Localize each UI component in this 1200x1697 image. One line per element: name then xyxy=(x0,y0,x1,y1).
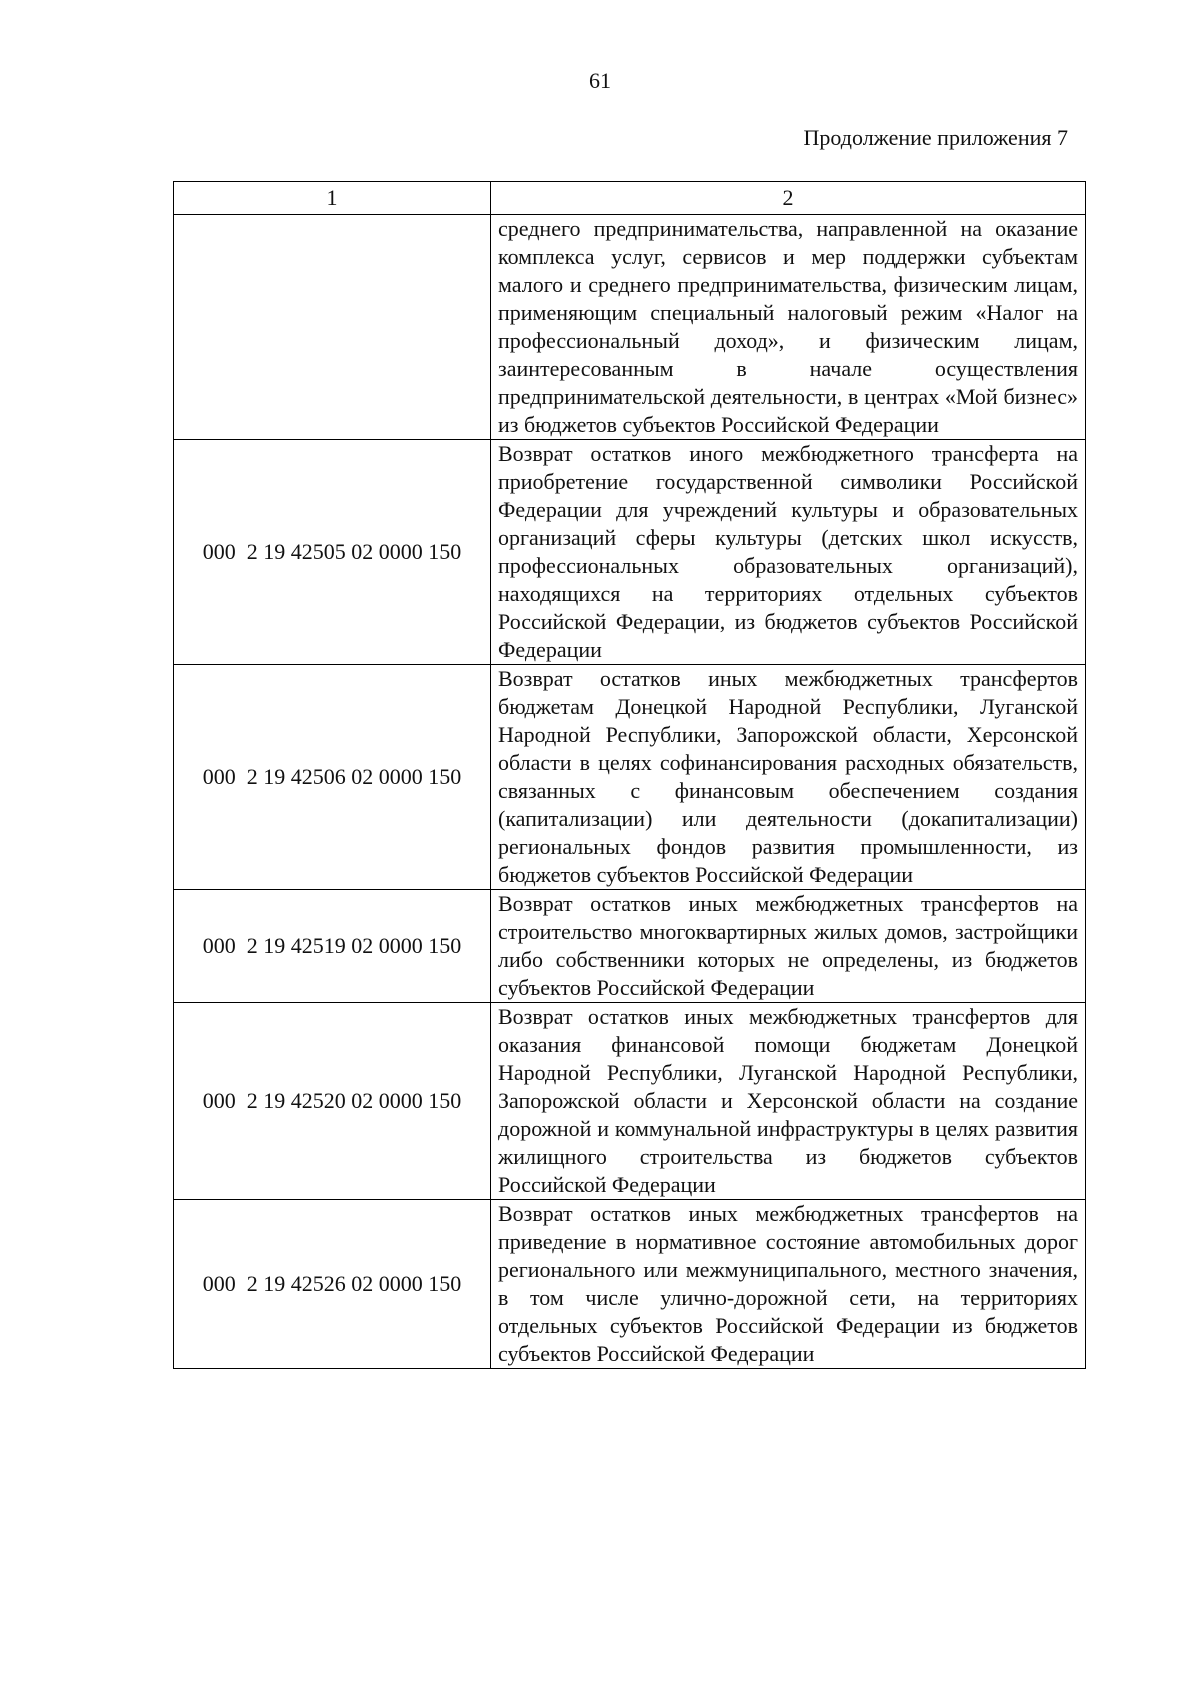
table-row xyxy=(174,215,1086,440)
column-header-1: 1 xyxy=(174,182,491,215)
table-row xyxy=(174,1200,1086,1369)
budget-code-cell: 000 2 19 42519 02 0000 150 xyxy=(174,890,491,1003)
column-header-2: 2 xyxy=(491,182,1086,215)
description-cell: Возврат остатков иных межбюджетных трансфертов для оказания финансовой помощи бюджетам Донецкой Народной Республики, Луганской Народной Республики, Запорожской области и Херсонской области на создание дорожной и коммунальной инфраструктуры в целях развития жилищного строительства из бюджетов субъектов Российской Федерации xyxy=(491,1003,1086,1200)
table-row xyxy=(174,1003,1086,1200)
table-row xyxy=(174,890,1086,1003)
table-row xyxy=(174,440,1086,665)
budget-code-cell: 000 2 19 42526 02 0000 150 xyxy=(174,1200,491,1369)
description-cell: Возврат остатков иных межбюджетных трансфертов на приведение в нормативное состояние автомобильных дорог регионального или межмуниципального, местного значения, в том числе улично-дорожной сети, на территориях отдельных субъектов Российской Федерации из бюджетов субъектов Российской Федерации xyxy=(491,1200,1086,1369)
table-row xyxy=(174,665,1086,890)
description-cell: Возврат остатков иного межбюджетного трансферта на приобретение государственной символики Российской Федерации для учреждений культуры и образовательных организаций сферы культуры (детских школ искусств, профессиональных образовательных организаций), находящихся на территориях отдельных субъектов Российской Федерации, из бюджетов субъектов Российской Федерации xyxy=(491,440,1086,665)
budget-code-cell: 000 2 19 42520 02 0000 150 xyxy=(174,1003,491,1200)
budget-codes-table xyxy=(173,181,1086,1369)
description-cell: Возврат остатков иных межбюджетных трансфертов бюджетам Донецкой Народной Республики, Луганской Народной Республики, Запорожской области, Херсонской области в целях софинансирования расходных обязательств, связанных с финансовым обеспечением создания (капитализации) или деятельности (докапитализации) региональных фондов развития промышленности, из бюджетов субъектов Российской Федерации xyxy=(491,665,1086,890)
appendix-continuation-label: Продолжение приложения 7 xyxy=(803,125,1068,150)
table-header-row xyxy=(174,182,1086,215)
budget-code-cell xyxy=(174,215,491,440)
page-number: 61 xyxy=(589,68,611,93)
budget-code-cell: 000 2 19 42506 02 0000 150 xyxy=(174,665,491,890)
description-cell: Возврат остатков иных межбюджетных трансфертов на строительство многоквартирных жилых домов, застройщики либо собственники которых не определены, из бюджетов субъектов Российской Федерации xyxy=(491,890,1086,1003)
description-cell: среднего предпринимательства, направленной на оказание комплекса услуг, сервисов и мер поддержки субъектам малого и среднего предпринимательства, физическим лицам, применяющим специальный налоговый режим «Налог на профессиональный доход», и физическим лицам, заинтересованным в начале осуществления предпринимательской деятельности, в центрах «Мой бизнес» из бюджетов субъектов Российской Федерации xyxy=(491,215,1086,440)
budget-code-cell: 000 2 19 42505 02 0000 150 xyxy=(174,440,491,665)
